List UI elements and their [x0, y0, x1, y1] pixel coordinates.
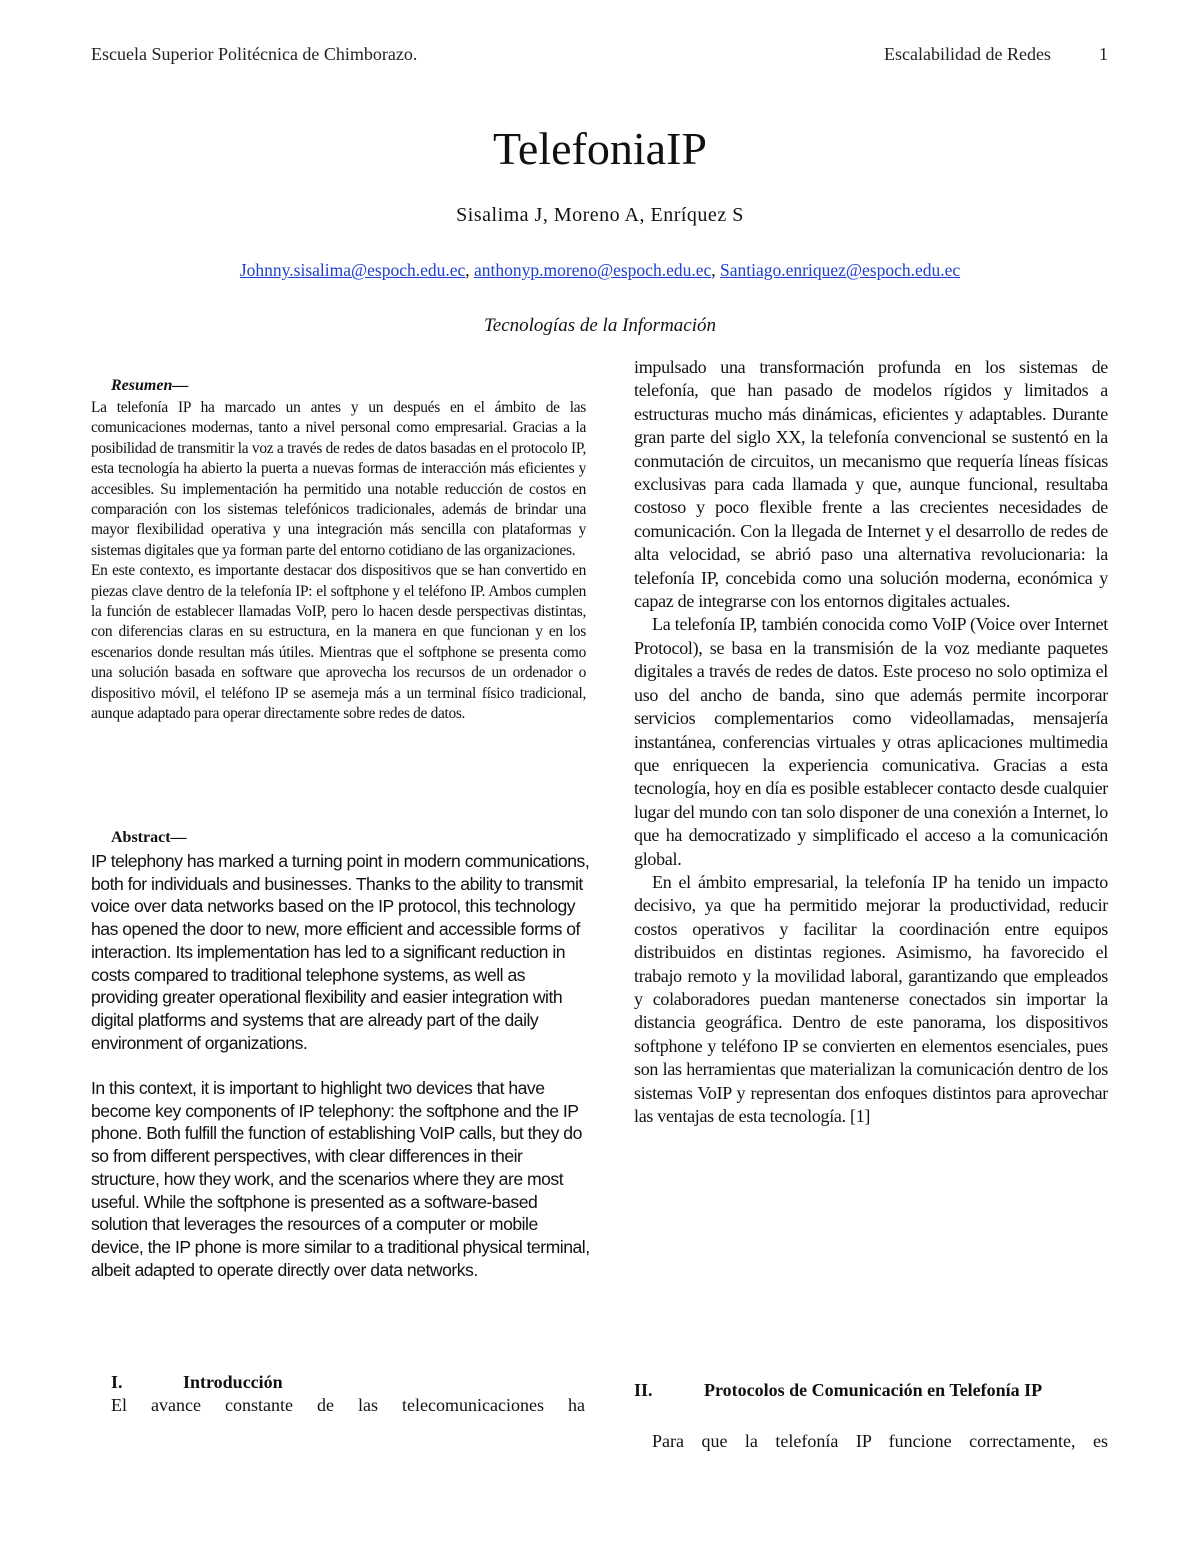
- author-emails: [0, 260, 1200, 281]
- body-paragraph: En el ámbito empresarial, la telefonía IP ha tenido un impacto decisivo, ya que ha permitido mejorar la productividad, reducir costos operativos y facilitar la coordinación entre equipos distribuidos en distintas regiones. Asimismo, ha favorecido el trabajo remoto y la movilidad laboral, garantizando que empleados y colaboradores puedan mantenerse conectados sin importar la distancia geográfica. Dentro de este panorama, los dispositivos softphone y teléfono IP se convierten en elementos esenciales, pues son las herramientas que materializan la comunicación dentro de los sistemas VoIP y representan dos enfoques distintos para aprovechar las ventajas de esta tecnología. [1]: [634, 871, 1108, 1126]
- email-separator: ,: [711, 260, 721, 280]
- body-paragraph: impulsado una transformación profunda en los sistemas de telefonía, que han pasado de modelos rígidos y limitados a estructuras mucho más dinámicas, eficientes y adaptables. Durante gran parte del siglo XX, la telefonía convencional se sustentó en la conmutación de circuitos, un mecanismo que requería líneas físicas exclusivas para cada llamada y que, aunque funcional, resultaba costoso y poco flexible frente a las crecientes necesidades de comunicación. Con la llegada de Internet y el desarrollo de redes de alta velocidad, se abrió paso una alternativa revolucionaria: la telefonía IP, concebida como una solución moderna, económica y capaz de integrarse con los entornos digitales actuales.: [634, 357, 1108, 612]
- right-column-body: [634, 356, 1108, 1128]
- section-2-number: II.: [634, 1380, 653, 1400]
- running-header-left: Escuela Superior Politécnica de Chimborazo.: [91, 44, 418, 64]
- page-number: 1: [1099, 44, 1108, 64]
- section-1-text: El avance constante de las telecomunicaciones ha: [111, 1395, 585, 1415]
- paragraph-gap: [91, 1054, 591, 1077]
- resumen-body: [91, 398, 586, 725]
- abstract-label: Abstract—: [111, 829, 187, 846]
- abstract-paragraph: IP telephony has marked a turning point in modern communications, both for individuals and businesses. Thanks to the ability to transmit voice over data networks based on the IP protocol, this technology has opened the door to new, more efficient and accessible forms of interaction. Its implementation has led to a significant reduction in costs compared to traditional telephone systems, as well as providing greater operational flexibility and easier integration with digital platforms and systems that are already part of the daily environment of organizations.: [91, 851, 590, 1053]
- email-link-moreno[interactable]: anthonyp.moreno@espoch.edu.ec: [474, 260, 712, 280]
- body-paragraph: La telefonía IP, también conocida como VoIP (Voice over Internet Protocol), se basa en la transmisión de la voz mediante paquetes digitales a través de redes de datos. Este proceso no solo optimiza el uso del ancho de banda, sino que además permite incorporar servicios complementarios como videollamadas, mensajería instantánea, conferencias virtuales y otras aplicaciones multimedia que enriquecen la experiencia comunicativa. Gracias a esta tecnología, hoy en día es posible establecer contacto desde cualquier lugar del mundo con tan solo disponer de una conexión a Internet, lo que ha democratizado y simplificado el acceso a la comunicación global.: [634, 614, 1108, 869]
- section-2-title: Protocolos de Comunicación en Telefonía IP: [704, 1380, 1043, 1400]
- abstract-paragraph: In this context, it is important to highlight two devices that have become key components of IP telephony: the softphone and the IP phone. Both fulfill the function of establishing VoIP calls, but they do so from different perspectives, with clear differences in their structure, how they work, and the scenarios where they are most useful. While the softphone is presented as a software-based solution that leverages the resources of a computer or mobile device, the IP phone is more similar to a traditional physical terminal, albeit adapted to operate directly over data networks.: [91, 1078, 590, 1280]
- abstract-body: [91, 850, 591, 1281]
- resumen-paragraph: La telefonía IP ha marcado un antes y un después en el ámbito de las comunicaciones modernas, tanto a nivel personal como empresarial. Gracias a la posibilidad de transmitir la voz a través de redes de datos basadas en el protocolo IP, esta tecnología ha abierto la puerta a nuevas formas de interacción más eficientes y accesibles. Su implementación ha permitido una notable reducción de costos en comparación con los sistemas telefónicos tradicionales, además de brindar una mayor flexibilidad operativa y una integración más sencilla con plataformas y sistemas digitales que ya forman parte del entorno cotidiano de las organizaciones.: [91, 399, 586, 559]
- resumen-paragraph: En este contexto, es importante destacar dos dispositivos que se han convertido en piezas clave dentro de la telefonía IP: el softphone y el teléfono IP. Ambos cumplen la función de establecer llamadas VoIP, pero lo hacen desde perspectivas distintas, con diferencias claras en su estructura, en la manera en que funcionan y en los escenarios donde resultan más útiles. Mientras que el softphone se presenta como una solución basada en software que aprovecha los recursos de un ordenador o dispositivo móvil, el teléfono IP se asemeja más a un terminal físico tradicional, aunque adaptado para operar directamente sobre redes de datos.: [91, 562, 586, 723]
- section-1-number: I.: [111, 1372, 123, 1392]
- running-header-right: Escalabilidad de Redes: [884, 44, 1051, 64]
- email-separator: ,: [465, 260, 475, 280]
- email-link-sisalima[interactable]: Johnny.sisalima@espoch.edu.ec: [239, 260, 466, 280]
- department: Tecnologías de la Información: [483, 315, 717, 336]
- resumen-label: Resumen—: [111, 377, 189, 394]
- section-1-title: Introducción: [183, 1372, 283, 1392]
- authors: Sisalima J, Moreno A, Enríquez S: [456, 204, 744, 226]
- section-2-text: Para que la telefonía IP funcione correctamente, es: [652, 1431, 1108, 1451]
- email-link-enriquez[interactable]: Santiago.enriquez@espoch.edu.ec: [720, 260, 961, 280]
- paper-title: TelefoniaIP: [493, 123, 707, 174]
